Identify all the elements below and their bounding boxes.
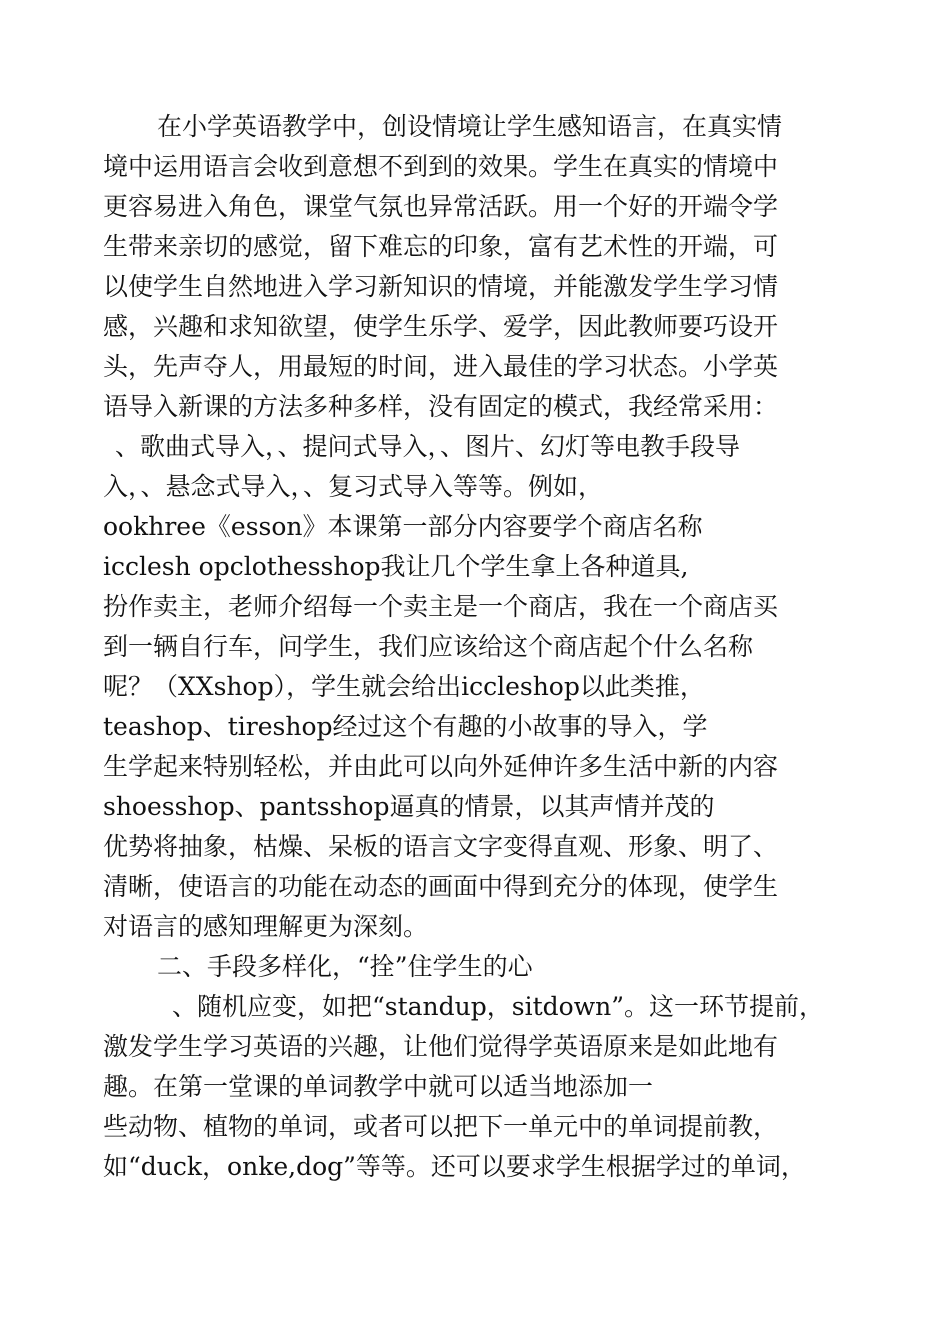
paragraph-line-14: 到一辆自行车，问学生，我们应该给这个商店起个什么名称 xyxy=(103,632,754,661)
paragraph-line-23: 、随机应变，如把“standup，sitdown”。这一环节提前， xyxy=(172,992,824,1021)
paragraph-line-16: teashop、tireshop经过这个有趣的小故事的导入，学 xyxy=(103,712,708,741)
paragraph-line-7: 头，先声夺人，用最短的时间，进入最佳的学习状态。小学英 xyxy=(103,352,779,381)
section-heading: 二、手段多样化，“拴”住学生的心 xyxy=(157,952,533,981)
paragraph-line-5: 以使学生自然地进入学习新知识的情境，并能激发学生学习情 xyxy=(103,272,779,301)
paragraph-line-13: 扮作卖主，老师介绍每一个卖主是一个商店，我在一个商店买 xyxy=(103,592,779,621)
paragraph-line-18: shoesshop、pantsshop逼真的情景，以其声情并茂的 xyxy=(103,792,715,821)
paragraph-line-24: 激发学生学习英语的兴趣，让他们觉得学英语原来是如此地有 xyxy=(103,1032,779,1061)
paragraph-line-2: 境中运用语言会收到意想不到到的效果。学生在真实的情境中 xyxy=(103,152,779,181)
paragraph-line-6: 感，兴趣和求知欲望，使学生乐学、爱学，因此教师要巧设开 xyxy=(103,312,779,341)
paragraph-line-4: 生带来亲切的感觉，留下难忘的印象，富有艺术性的开端，可 xyxy=(103,232,779,261)
paragraph-line-8: 语导入新课的方法多种多样，没有固定的模式，我经常采用： xyxy=(103,392,779,421)
paragraph-line-27: 如“duck，onke,dog”等等。还可以要求学生根据学过的单词， xyxy=(103,1152,806,1181)
paragraph-line-1: 在小学英语教学中，创设情境让学生感知语言，在真实情 xyxy=(157,112,783,141)
paragraph-line-9: 、歌曲式导入，、提问式导入，、图片、幻灯等电教手段导 xyxy=(115,432,741,461)
paragraph-line-25: 趣。在第一堂课的单词教学中就可以适当地添加一 xyxy=(103,1072,654,1101)
paragraph-line-15: 呢？（XXshop），学生就会给出iccleshop以此类推， xyxy=(103,672,705,701)
paragraph-line-12: icclesh opclothesshop我让几个学生拿上各种道具, xyxy=(103,552,689,581)
paragraph-line-26: 些动物、植物的单词，或者可以把下一单元中的单词提前教， xyxy=(103,1112,779,1141)
paragraph-line-17: 生学起来特别轻松，并由此可以向外延伸许多生活中新的内容 xyxy=(103,752,779,781)
paragraph-line-11: ookhree《esson》本课第一部分内容要学个商店名称 xyxy=(103,512,703,541)
paragraph-line-20: 清晰，使语言的功能在动态的画面中得到充分的体现，使学生 xyxy=(103,872,779,901)
paragraph-line-3: 更容易进入角色，课堂气氛也异常活跃。用一个好的开端令学 xyxy=(103,192,779,221)
paragraph-line-21: 对语言的感知理解更为深刻。 xyxy=(103,912,429,941)
paragraph-line-10: 入，、悬念式导入，、复习式导入等等。例如， xyxy=(103,472,604,501)
paragraph-line-19: 优势将抽象，枯燥、呆板的语言文字变得直观、形象、明了、 xyxy=(103,832,779,861)
